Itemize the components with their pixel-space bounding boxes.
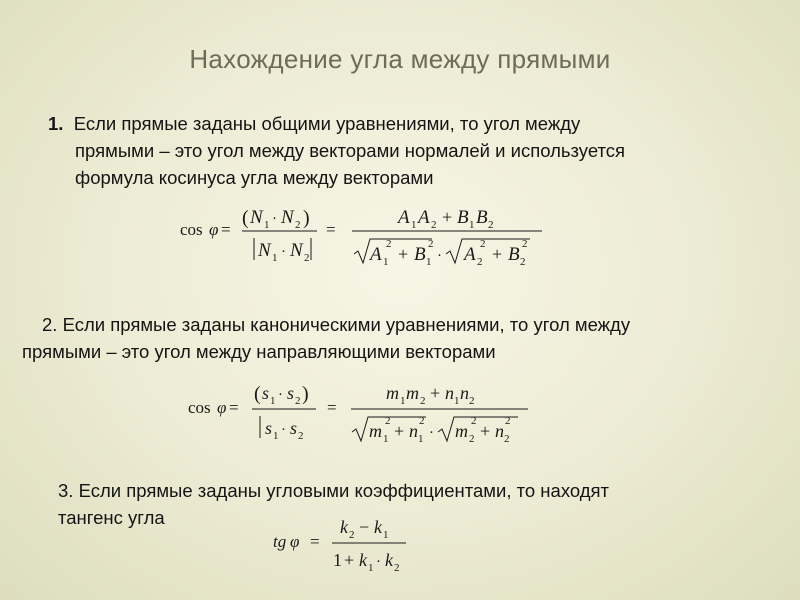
- svg-text:+: +: [492, 244, 503, 264]
- svg-text:s: s: [290, 418, 298, 438]
- svg-text:2: 2: [394, 562, 400, 574]
- svg-text:+: +: [394, 421, 405, 441]
- svg-text:1: 1: [264, 219, 270, 231]
- svg-text:2: 2: [471, 415, 477, 427]
- item-2: [22, 311, 782, 365]
- item-2-line-2: прямыми – это угол между направляющими векторами: [22, 341, 496, 362]
- svg-text:m: m: [369, 421, 382, 441]
- svg-text:2: 2: [504, 433, 510, 445]
- svg-text:(: (: [254, 383, 261, 405]
- svg-text:·: ·: [281, 244, 286, 260]
- svg-text:m: m: [386, 383, 399, 403]
- item-2-line-1: 2. Если прямые заданы каноническими уравнениями, то угол между: [42, 314, 631, 335]
- svg-text:k: k: [340, 517, 348, 537]
- svg-text:cos: cos: [188, 398, 211, 417]
- svg-text:2: 2: [419, 415, 425, 427]
- svg-text:cos: cos: [180, 220, 203, 239]
- svg-text:): ): [303, 207, 310, 229]
- svg-text:m: m: [406, 383, 419, 403]
- svg-text:2: 2: [469, 395, 475, 407]
- svg-text:A: A: [370, 244, 382, 265]
- svg-text:m: m: [455, 421, 468, 441]
- svg-text:B: B: [414, 244, 426, 265]
- svg-text:=: =: [326, 220, 336, 239]
- svg-text:A: A: [464, 244, 476, 265]
- svg-text:·: ·: [376, 554, 381, 570]
- svg-text:φ: φ: [209, 220, 219, 239]
- svg-text:=: =: [229, 398, 239, 417]
- svg-text:tg: tg: [273, 532, 287, 551]
- svg-text:1: 1: [270, 395, 276, 407]
- svg-text:s: s: [262, 383, 270, 403]
- svg-text:s: s: [287, 383, 295, 403]
- svg-text:2: 2: [431, 219, 437, 231]
- svg-text:2: 2: [420, 395, 426, 407]
- svg-text:1: 1: [469, 219, 475, 231]
- svg-text:2: 2: [386, 238, 392, 250]
- svg-text:2: 2: [295, 395, 301, 407]
- svg-text:N: N: [281, 207, 294, 228]
- svg-text:φ: φ: [290, 532, 300, 551]
- svg-text:+: +: [398, 244, 409, 264]
- svg-text:n: n: [445, 383, 454, 403]
- svg-text:1: 1: [400, 395, 406, 407]
- item-1-line-1: [48, 110, 748, 137]
- svg-text:1: 1: [383, 256, 389, 268]
- svg-text:+: +: [480, 421, 491, 441]
- slide-title: Нахождение угла между прямыми: [189, 44, 611, 74]
- svg-text:N: N: [290, 240, 303, 261]
- svg-text:+: +: [442, 207, 453, 227]
- item-1: [48, 110, 748, 191]
- svg-text:1: 1: [426, 256, 432, 268]
- svg-text:·: ·: [281, 422, 286, 438]
- svg-text:1: 1: [454, 395, 460, 407]
- svg-text:n: n: [495, 421, 504, 441]
- svg-text:1: 1: [333, 550, 342, 570]
- svg-text:k: k: [374, 517, 382, 537]
- svg-text:2: 2: [349, 529, 355, 541]
- svg-text:B: B: [508, 244, 520, 265]
- svg-text:2: 2: [469, 433, 475, 445]
- item-1-line-2: прямыми – это угол между векторами нормалей и используется: [75, 140, 626, 161]
- svg-text:1: 1: [383, 433, 389, 445]
- svg-text:+: +: [430, 383, 441, 403]
- svg-text:): ): [302, 383, 309, 405]
- svg-text:2: 2: [385, 415, 391, 427]
- svg-text:N: N: [250, 207, 263, 228]
- svg-text:1: 1: [272, 252, 278, 264]
- svg-text:s: s: [265, 418, 273, 438]
- svg-text:N: N: [258, 240, 271, 261]
- svg-text:2: 2: [428, 238, 434, 250]
- svg-text:2: 2: [488, 219, 494, 231]
- item-1-number: 1.: [48, 113, 64, 134]
- svg-text:1: 1: [368, 562, 374, 574]
- svg-text:k: k: [385, 550, 393, 570]
- svg-text:B: B: [476, 207, 488, 228]
- svg-text:2: 2: [480, 238, 486, 250]
- svg-text:·: ·: [278, 387, 283, 403]
- svg-text:·: ·: [437, 248, 442, 264]
- item-3-line-1: 3. Если прямые заданы угловыми коэффициентами, то находят: [58, 480, 610, 501]
- svg-text:=: =: [221, 220, 231, 239]
- svg-text:=: =: [310, 532, 320, 551]
- svg-text:1: 1: [383, 529, 389, 541]
- formula-tangent: [273, 512, 423, 582]
- svg-text:1: 1: [418, 433, 424, 445]
- svg-text:2: 2: [304, 252, 310, 264]
- svg-text:n: n: [409, 421, 418, 441]
- svg-text:=: =: [327, 398, 337, 417]
- item-1-line-1-text: Если прямые заданы общими уравнениями, то угол между: [73, 113, 581, 134]
- item-1-line-3: формула косинуса угла между векторами: [75, 167, 434, 188]
- svg-text:n: n: [460, 383, 469, 403]
- formula-cos-directions: [188, 372, 548, 452]
- item-3-line-2: тангенс угла: [58, 507, 165, 528]
- svg-text:2: 2: [505, 415, 511, 427]
- svg-text:φ: φ: [217, 398, 227, 417]
- svg-text:A: A: [398, 207, 410, 228]
- formula-cos-normals: [180, 198, 560, 278]
- svg-text:+: +: [344, 550, 355, 570]
- svg-text:2: 2: [298, 430, 304, 442]
- svg-text:A: A: [418, 207, 430, 228]
- svg-text:·: ·: [272, 211, 277, 227]
- svg-text:2: 2: [477, 256, 483, 268]
- svg-text:1: 1: [411, 219, 417, 231]
- svg-text:(: (: [242, 207, 249, 229]
- svg-text:2: 2: [520, 256, 526, 268]
- svg-text:k: k: [359, 550, 367, 570]
- svg-text:2: 2: [522, 238, 528, 250]
- svg-text:·: ·: [429, 425, 434, 441]
- svg-text:2: 2: [295, 219, 301, 231]
- svg-text:−: −: [359, 517, 370, 537]
- svg-text:1: 1: [273, 430, 279, 442]
- svg-text:B: B: [457, 207, 469, 228]
